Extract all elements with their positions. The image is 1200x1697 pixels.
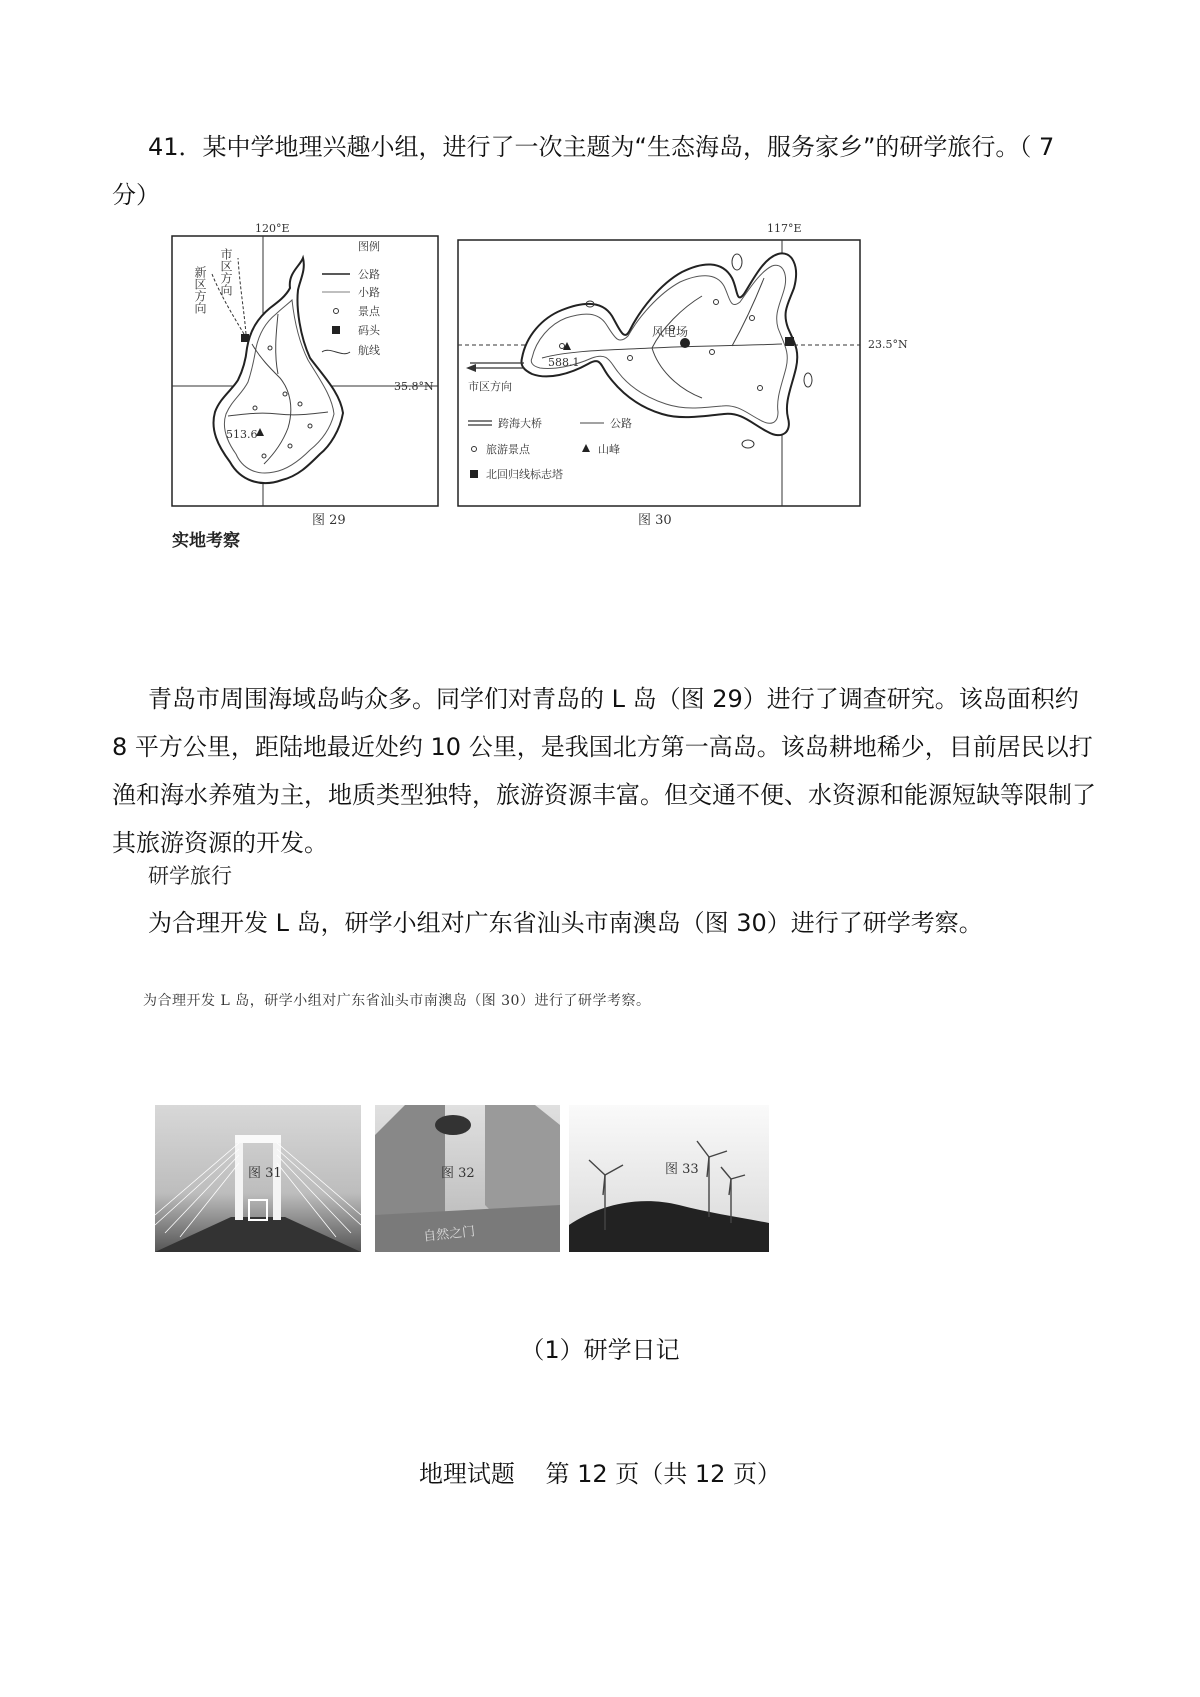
- fig30-legend-scenic: 旅游景点: [486, 443, 530, 456]
- fig30-legend-tower: 北回归线标志塔: [486, 468, 563, 481]
- fig29-legend-road: 公路: [358, 268, 380, 281]
- figure-30-map: [452, 218, 912, 528]
- paragraph-l-island: [112, 675, 1112, 867]
- photo-31-caption: 图 31: [248, 1166, 282, 1181]
- fig30-legend-bridge: 跨海大桥: [498, 417, 542, 430]
- fig29-city-direction: 市区方向: [219, 248, 233, 296]
- gate-sign-text: 自然之门: [422, 1224, 476, 1245]
- question-line-1: 41．某中学地理兴趣小组，进行了一次主题为“生态海岛，服务家乡”的研学旅行。（ 7: [148, 133, 1055, 161]
- fig29-legend-scenic: 景点: [358, 305, 380, 318]
- fig29-legend-route: 航线: [358, 344, 380, 357]
- fig29-peak-label: 513.6: [226, 428, 258, 441]
- photo-33-wind-turbines: [569, 1105, 769, 1252]
- fig30-legend-peak: 山峰: [598, 443, 620, 456]
- field-survey-heading: 实地考察: [172, 531, 240, 551]
- fig30-city-direction: 市区方向: [468, 380, 512, 393]
- fig29-caption: 图 29: [312, 513, 346, 528]
- page-footer: 地理试题 第 12 页（共 12 页）: [418, 1460, 782, 1488]
- fig30-caption: 图 30: [638, 513, 672, 528]
- fig30-lon-label: 117°E: [767, 222, 802, 235]
- fig29-lon-label: 120°E: [255, 222, 290, 235]
- fig29-legend-path: 小路: [358, 286, 380, 299]
- fig29-legend-pier: 码头: [358, 324, 380, 337]
- fig30-legend-road: 公路: [610, 417, 632, 430]
- question-line-2: 分）: [112, 181, 160, 209]
- subquestion-title: （1）研学日记: [520, 1336, 680, 1364]
- paragraph-nanao: 为合理开发 L 岛，研学小组对广东省汕头市南澳岛（图 30）进行了研学考察。: [148, 909, 983, 937]
- fig30-lat-label: 23.5°N: [868, 338, 908, 351]
- paragraph1-line-3: 渔和海水养殖为主，地质类型独特，旅游资源丰富。但交通不便、水资源和能源短缺等限制了: [112, 781, 1096, 809]
- fig30-peak-label: 588.1: [548, 356, 580, 369]
- figure-29-map: [160, 218, 450, 548]
- photo-32-caption: 图 32: [441, 1166, 475, 1181]
- section-label-study-trip: 研学旅行: [148, 864, 232, 888]
- paragraph1-line-1: 青岛市周围海域岛屿众多。同学们对青岛的 L 岛（图 29）进行了调查研究。该岛面积约: [148, 685, 1079, 713]
- fig29-new-district-direction: 新区方向: [193, 266, 207, 314]
- photo-strip-header: 为合理开发 L 岛，研学小组对广东省汕头市南澳岛（图 30）进行了研学考察。: [143, 993, 651, 1009]
- paragraph1-line-4: 其旅游资源的开发。: [112, 829, 328, 857]
- question-text: [112, 123, 1112, 219]
- fig29-lat-label: 35.8°N: [394, 380, 434, 393]
- paragraph1-line-2: 8 平方公里，距陆地最近处约 10 公里，是我国北方第一高岛。该岛耕地稀少，目前居民以打: [112, 733, 1093, 761]
- fig30-windfarm-label: 风电场: [652, 325, 689, 339]
- photo-33-caption: 图 33: [665, 1162, 699, 1177]
- fig29-legend-title: 图例: [358, 240, 380, 253]
